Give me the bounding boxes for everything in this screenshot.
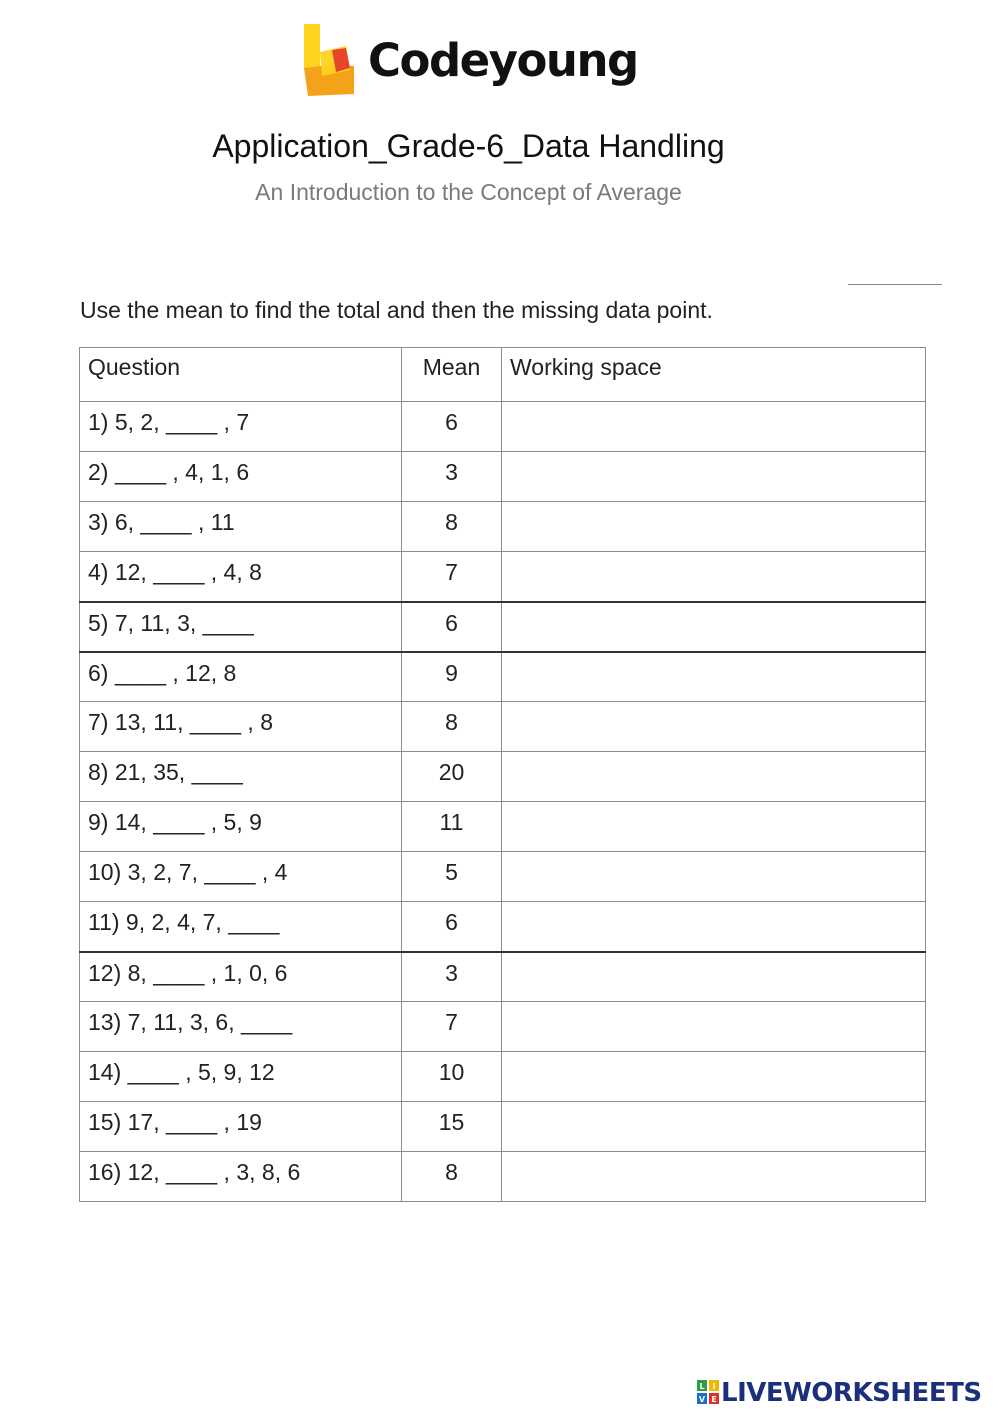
- working-space-cell[interactable]: [502, 1052, 926, 1102]
- mean-cell: 7: [402, 1002, 502, 1052]
- svg-text:V: V: [698, 1395, 706, 1404]
- question-cell: 16) 12, ____ , 3, 8, 6: [80, 1152, 402, 1202]
- working-space-cell[interactable]: [502, 702, 926, 752]
- header-mean: Mean: [402, 348, 502, 402]
- mean-cell: 7: [402, 552, 502, 602]
- question-cell: 8) 21, 35, ____: [80, 752, 402, 802]
- mean-cell: 6: [402, 602, 502, 652]
- question-cell: 5) 7, 11, 3, ____: [80, 602, 402, 652]
- codeyoung-logo: [300, 22, 660, 102]
- table-row: [80, 752, 926, 802]
- question-cell: 2) ____ , 4, 1, 6: [80, 452, 402, 502]
- mean-cell: 6: [402, 902, 502, 952]
- question-cell: 10) 3, 2, 7, ____ , 4: [80, 852, 402, 902]
- table-row: [80, 902, 926, 952]
- working-space-cell[interactable]: [502, 902, 926, 952]
- question-cell: 15) 17, ____ , 19: [80, 1102, 402, 1152]
- codeyoung-logo-icon: [300, 22, 358, 98]
- working-space-cell[interactable]: [502, 552, 926, 602]
- liveworksheets-label: LIVEWORKSHEETS: [721, 1378, 982, 1408]
- name-blank-line[interactable]: [848, 284, 942, 285]
- table-row: [80, 852, 926, 902]
- mean-cell: 5: [402, 852, 502, 902]
- document-subtitle: An Introduction to the Concept of Average: [255, 179, 682, 205]
- instruction-text: Use the mean to find the total and then the missing data point.: [80, 297, 713, 323]
- working-space-cell[interactable]: [502, 602, 926, 652]
- table-row: [80, 1102, 926, 1152]
- svg-text:E: E: [711, 1395, 717, 1404]
- liveworksheets-logo-icon: [697, 1380, 719, 1404]
- mean-cell: 20: [402, 752, 502, 802]
- brand-name: Codeyoung: [368, 34, 638, 87]
- question-cell: 3) 6, ____ , 11: [80, 502, 402, 552]
- mean-cell: 9: [402, 652, 502, 702]
- question-cell: 1) 5, 2, ____ , 7: [80, 402, 402, 452]
- mean-cell: 8: [402, 502, 502, 552]
- question-cell: 12) 8, ____ , 1, 0, 6: [80, 952, 402, 1002]
- working-space-cell[interactable]: [502, 402, 926, 452]
- mean-cell: 3: [402, 452, 502, 502]
- table-row: [80, 652, 926, 702]
- working-space-cell[interactable]: [502, 1102, 926, 1152]
- table-row: [80, 1052, 926, 1102]
- table-header-row: [80, 348, 926, 402]
- liveworksheets-brand[interactable]: [697, 1378, 997, 1408]
- question-cell: 13) 7, 11, 3, 6, ____: [80, 1002, 402, 1052]
- question-cell: 4) 12, ____ , 4, 8: [80, 552, 402, 602]
- working-space-cell[interactable]: [502, 752, 926, 802]
- table-row: [80, 402, 926, 452]
- mean-cell: 3: [402, 952, 502, 1002]
- table-row: [80, 502, 926, 552]
- question-cell: 11) 9, 2, 4, 7, ____: [80, 902, 402, 952]
- mean-cell: 8: [402, 1152, 502, 1202]
- working-space-cell[interactable]: [502, 1002, 926, 1052]
- question-cell: 14) ____ , 5, 9, 12: [80, 1052, 402, 1102]
- table-row: [80, 1002, 926, 1052]
- question-cell: 6) ____ , 12, 8: [80, 652, 402, 702]
- mean-cell: 10: [402, 1052, 502, 1102]
- svg-text:L: L: [699, 1382, 705, 1391]
- working-space-cell[interactable]: [502, 652, 926, 702]
- question-cell: 9) 14, ____ , 5, 9: [80, 802, 402, 852]
- worksheet-table: [79, 347, 926, 1202]
- working-space-cell[interactable]: [502, 502, 926, 552]
- table-row: [80, 802, 926, 852]
- header-working-space: Working space: [502, 348, 926, 402]
- table-row: [80, 602, 926, 652]
- table-row: [80, 452, 926, 502]
- header-question: Question: [80, 348, 402, 402]
- mean-cell: 6: [402, 402, 502, 452]
- document-title: Application_Grade-6_Data Handling: [212, 128, 725, 164]
- table-row: [80, 1152, 926, 1202]
- working-space-cell[interactable]: [502, 802, 926, 852]
- table-row: [80, 952, 926, 1002]
- working-space-cell[interactable]: [502, 952, 926, 1002]
- svg-text:I: I: [712, 1382, 716, 1391]
- mean-cell: 8: [402, 702, 502, 752]
- table-row: [80, 702, 926, 752]
- table-row: [80, 552, 926, 602]
- working-space-cell[interactable]: [502, 452, 926, 502]
- working-space-cell[interactable]: [502, 1152, 926, 1202]
- question-cell: 7) 13, 11, ____ , 8: [80, 702, 402, 752]
- working-space-cell[interactable]: [502, 852, 926, 902]
- mean-cell: 11: [402, 802, 502, 852]
- mean-cell: 15: [402, 1102, 502, 1152]
